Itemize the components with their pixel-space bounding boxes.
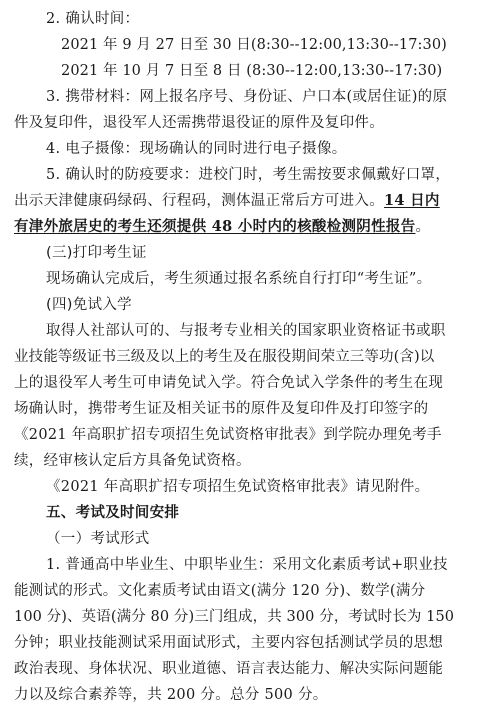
confirm-time-line-1: 2021 年 9 月 27 日至 30 日(8:30--12:00,13:30--17:30)	[61, 37, 447, 53]
exam-form-line-6: 力以及综合素养等，共 200 分。总分 500 分。	[14, 687, 328, 703]
exemption-heading: (四)免试入学	[46, 297, 132, 313]
exemption-line-4: 场确认时，携带考生证及相关证书的原件及复印件及打印签字的	[14, 401, 429, 417]
exemption-line-3: 上的退役军人考生可申请免试入学。符合免试入学条件的考生在现	[14, 375, 444, 391]
confirm-time-line-2: 2021 年 10 月 7 日至 8 日 (8:30--12:00,13:30--17:30)	[61, 63, 443, 79]
exemption-line-2: 业技能等级证书三级及以上的考生及在服役期间荣立三等功(含)以	[14, 349, 435, 365]
exemption-line-6: 续，经审核认定后方具备免试资格。	[14, 453, 251, 469]
epidemic-highlight-1: 14 日内	[384, 192, 440, 209]
exam-form-heading: （一）考试形式	[46, 531, 150, 547]
exam-schedule-heading: 五、考试及时间安排	[46, 505, 180, 521]
exam-form-line-5: 政治表现、身体状况、职业道德、语言表达能力、解决实际问题能	[14, 661, 444, 677]
exam-form-line-1: 1. 普通高中毕业生、中职毕业生：采用文化素质考试+职业技	[46, 557, 448, 573]
exam-form-line-2: 能测试的形式。文化素质考试由语文(满分 120 分)、数学(满分	[14, 583, 426, 599]
exemption-line-7: 《2021 年高职扩招专项招生免试资格审批表》请见附件。	[46, 479, 430, 495]
exam-form-line-4: 分钟；职业技能测试采用面试形式，主要内容包括测试学员的思想	[14, 635, 444, 651]
epidemic-line-3-end: 。	[415, 219, 431, 235]
epidemic-line-2	[14, 191, 440, 211]
materials-line-1: 3. 携带材料：网上报名序号、身份证、户口本(或居住证)的原	[46, 89, 448, 105]
epidemic-line-1: 5. 确认时的防疫要求：进校门时，考生需按要求佩戴好口罩，	[46, 167, 451, 183]
photo-line: 4. 电子摄像：现场确认的同时进行电子摄像。	[46, 141, 347, 157]
exemption-line-1: 取得人社部认可的、与报考专业相关的国家职业资格证书或职	[46, 323, 446, 339]
print-card-heading: (三)打印考生证	[46, 245, 147, 261]
epidemic-line-2-text: 出示天津健康码绿码、行程码，测体温正常后方可进入。	[14, 193, 384, 209]
materials-line-2: 件及复印件，退役军人还需携带退役证的原件及复印件。	[14, 115, 384, 131]
epidemic-highlight-2: 有津外旅居史的考生还须提供 48 小时内的核酸检测阴性报告	[14, 218, 416, 235]
confirm-time-heading: 2. 确认时间：	[46, 11, 140, 27]
exemption-line-5: 《2021 年高职扩招专项招生免试资格审批表》到学院办理免考手	[14, 427, 442, 443]
exam-form-line-3: 100 分)、英语(满分 80 分)三门组成，共 300 分，考试时长为 150	[14, 609, 455, 625]
epidemic-line-3	[14, 217, 430, 237]
print-card-text: 现场确认完成后，考生须通过报名系统自行打印“考生证”。	[46, 271, 432, 287]
